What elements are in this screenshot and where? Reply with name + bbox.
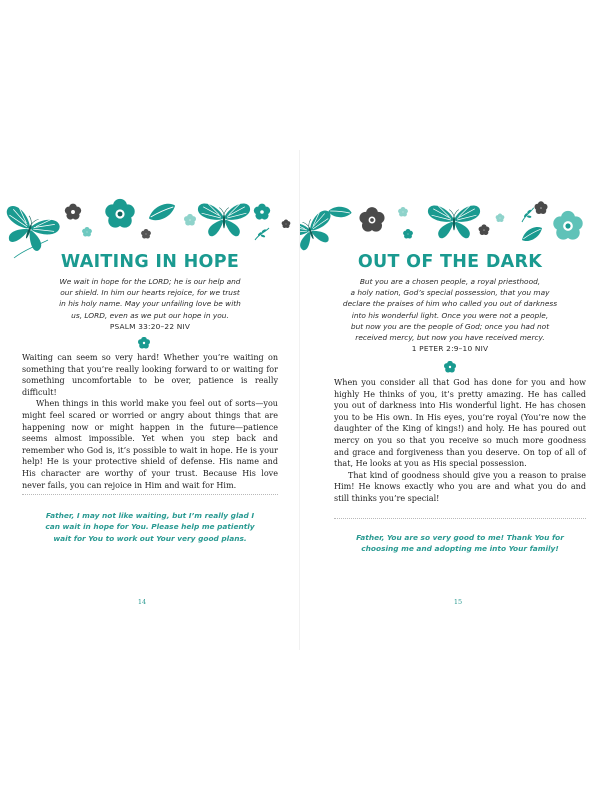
butterfly-icon <box>198 204 250 237</box>
scripture-verse <box>35 276 265 332</box>
body-paragraph: When you consider all that God has done for you and how highly He thinks of you, it’s pretty amazing. He has called you out of darkness into His wonderful light. He has chosen you to be His own. In His eyes, you’re royal (You’re now the daughter of the King of kings!) and holy. He has poured out mercy on you so that you receive so much more goodness and grace and forgiveness than you deserve. On top of all of that, He looks at you as His special possession. <box>334 378 586 469</box>
prayer-text <box>340 532 580 555</box>
prayer-line: Father, You are so very good to me! Thank You for <box>356 533 564 542</box>
prayer-text <box>30 510 270 544</box>
prayer-line: wait for You to work out Your very good plans. <box>53 533 247 543</box>
devotional-body <box>334 377 586 505</box>
flower-icon <box>282 220 291 229</box>
sprig-icon <box>255 228 269 240</box>
scripture-verse <box>322 276 578 354</box>
page-number: 14 <box>137 598 147 606</box>
leaf-icon <box>520 225 545 242</box>
leaf-icon <box>327 203 352 222</box>
flower-icon <box>398 207 408 217</box>
flower-icon <box>479 224 490 235</box>
verse-line: declare the praises of him who called you out of darkness <box>342 299 558 309</box>
body-paragraph: Waiting can seem so very hard! Whether you’re waiting on something that you’re really looking forward to or waiting for something uncomfortable to be over, patience is really difficult! <box>22 353 278 397</box>
dotted-divider <box>334 518 586 519</box>
body-paragraph: That kind of goodness should give you a reason to praise Him! He knows exactly who you are and what you do and still thinks you’re special! <box>334 470 586 503</box>
butterfly-icon <box>300 209 339 255</box>
flower-icon <box>359 207 384 231</box>
flower-icon <box>138 337 150 349</box>
flower-icon <box>534 201 547 214</box>
flower-icon <box>82 227 92 237</box>
verse-reference: PSALM 33:20–22 NIV <box>109 321 191 331</box>
body-paragraph: When things in this world make you feel out of sorts—you might feel scared or worried or angry about things that are happening now or might happen in the future—patience seems almost impossible. Yet when you step back and remember who God is, it’s possible to wait in hope. He is your help! He is your protective shield of defense. His name and His character are worthy of your trust. Because His love never fails, you can rejoice in Him and wait for Him. <box>22 399 278 490</box>
verse-line: into his wonderful light. Once you were not a people, <box>351 310 549 320</box>
flower-icon <box>65 204 81 220</box>
flower-icon <box>403 229 413 239</box>
verse-line: our shield. In him our hearts rejoice, for we trust <box>60 288 240 298</box>
verse-line: us, LORD, even as we put our hope in you. <box>71 310 229 320</box>
verse-line: in his holy name. May your unfailing love be with <box>59 299 241 309</box>
verse-line: but now you are the people of God; once you had not <box>350 321 550 331</box>
verse-line: We wait in hope for the LORD; he is our help and <box>59 277 241 286</box>
butterfly-icon <box>428 206 480 239</box>
devotional-body <box>22 352 278 491</box>
page-number: 15 <box>453 598 463 606</box>
sprig-icon <box>520 208 536 222</box>
right-page <box>300 0 600 800</box>
flower-icon <box>496 214 505 223</box>
page-title: WAITING IN HOPE <box>60 252 240 272</box>
flower-icon <box>141 229 151 239</box>
prayer-line: Father, I may not like waiting, but I’m really glad I <box>45 511 255 520</box>
prayer-line: can wait in hope for You. Please help me patiently <box>45 522 255 532</box>
verse-line: received mercy, but now you have received mercy. <box>355 333 545 343</box>
flower-icon <box>184 214 196 226</box>
leaf-icon <box>147 202 177 221</box>
flower-icon <box>553 211 582 240</box>
verse-reference: 1 PETER 2:9–10 NIV <box>411 344 489 354</box>
verse-line: a holy nation, God’s special possession, that you may <box>350 288 550 298</box>
verse-line: But you are a chosen people, a royal priesthood, <box>359 277 541 286</box>
page-title: OUT OF THE DARK <box>357 252 543 272</box>
flower-icon <box>105 199 134 228</box>
dotted-divider <box>22 494 278 495</box>
prayer-line: choosing me and adopting me into Your family! <box>361 544 559 554</box>
flower-icon <box>254 204 270 220</box>
flower-icon <box>444 361 456 373</box>
